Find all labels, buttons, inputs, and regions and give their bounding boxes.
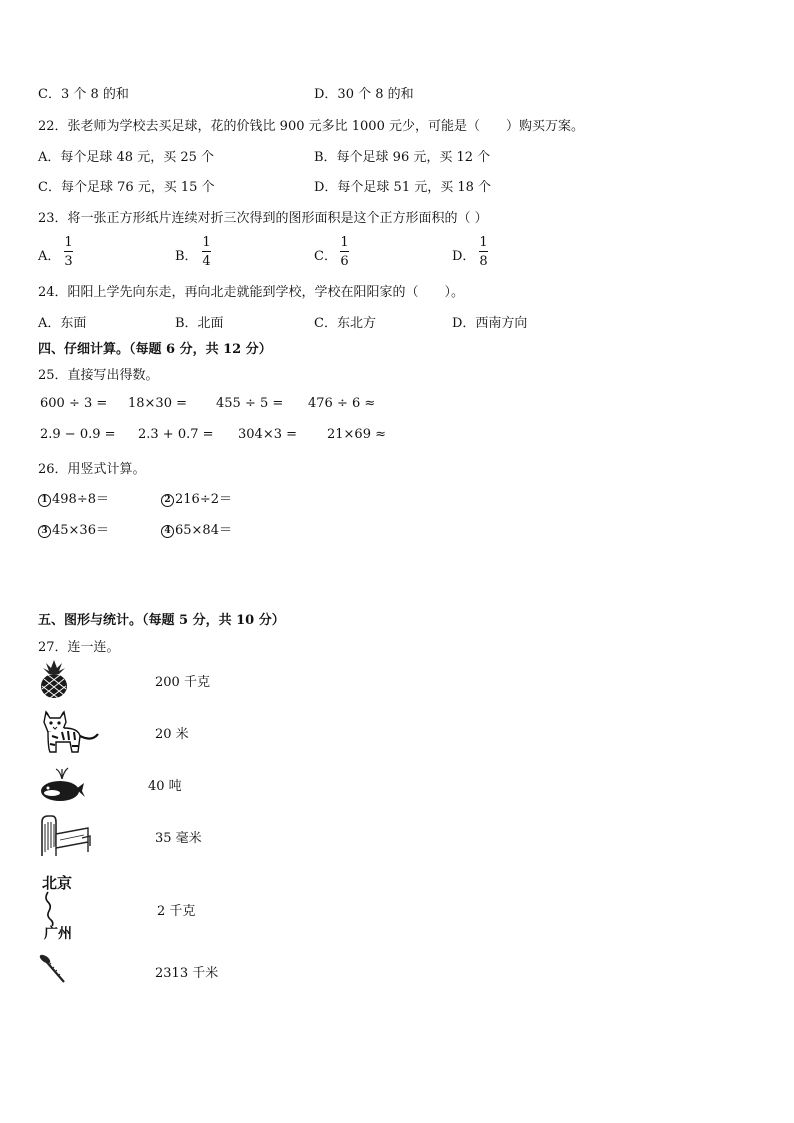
q25-expr: 18×30 = bbox=[128, 396, 188, 411]
q26-item bbox=[38, 519, 109, 538]
q27-label: 20 米 bbox=[155, 727, 189, 742]
q25-expr: 476 ÷ 6 ≈ bbox=[308, 396, 376, 411]
q25-expr: 2.9 − 0.9 = bbox=[40, 427, 116, 442]
q24-stem: 24．阳阳上学先向东走，再向北走就能到学校，学校在阳阳家的（ ）。 bbox=[38, 285, 465, 300]
circled-number: 1 bbox=[38, 494, 51, 507]
fraction-numerator: 1 bbox=[202, 235, 211, 250]
section-4-title: 四、仔细计算。（每题 6 分，共 12 分） bbox=[38, 342, 272, 357]
q26-expression: 216÷2＝ bbox=[175, 492, 232, 507]
fraction-numerator: 1 bbox=[340, 235, 349, 250]
q23-option-c-fraction bbox=[340, 236, 349, 268]
q26-expression: 45×36＝ bbox=[52, 523, 109, 538]
q27-label: 200 千克 bbox=[155, 675, 210, 690]
q22-option-b: B．每个足球 96 元，买 12 个 bbox=[314, 150, 491, 165]
circled-number: 2 bbox=[161, 494, 174, 507]
q26-item bbox=[161, 519, 232, 538]
circled-number: 4 bbox=[161, 525, 174, 538]
q25-expr: 21×69 ≈ bbox=[327, 427, 387, 442]
q24-option-d: D．西南方向 bbox=[452, 316, 528, 331]
whale-icon bbox=[38, 765, 86, 803]
tiger-icon bbox=[38, 708, 102, 754]
q24-option-c: C．东北方 bbox=[314, 316, 376, 331]
q26-item bbox=[38, 488, 109, 507]
q22-option-d: D．每个足球 51 元，买 18 个 bbox=[314, 180, 492, 195]
q25-expr: 304×3 = bbox=[238, 427, 298, 442]
q22-stem: 22．张老师为学校去买足球，花的价钱比 900 元多比 1000 元少，可能是（ ）购买万案。 bbox=[38, 119, 584, 134]
q23-option-b-label: B． bbox=[175, 249, 198, 264]
q23-option-a-label: A． bbox=[38, 249, 61, 264]
q23-stem: 23．将一张正方形纸片连续对折三次得到的图形面积是这个正方形面积的（ ） bbox=[38, 211, 488, 226]
map-city-bottom: 广州 bbox=[44, 926, 72, 942]
q25-expr: 455 ÷ 5 = bbox=[216, 396, 284, 411]
q26-stem: 26．用竖式计算。 bbox=[38, 462, 146, 477]
fraction-denominator: 8 bbox=[479, 254, 488, 269]
section-5-title: 五、图形与统计。（每题 5 分，共 10 分） bbox=[38, 613, 285, 628]
q23-option-d-label: D． bbox=[452, 249, 476, 264]
fraction-numerator: 1 bbox=[479, 235, 488, 250]
q27-label: 2313 千米 bbox=[155, 966, 219, 981]
q25-expr: 2.3 + 0.7 = bbox=[138, 427, 214, 442]
fraction-denominator: 6 bbox=[340, 254, 349, 269]
q27-stem: 27．连一连。 bbox=[38, 640, 120, 655]
q24-option-b: B．北面 bbox=[175, 316, 224, 331]
q22-option-c: C．每个足球 76 元，买 15 个 bbox=[38, 180, 215, 195]
screw-icon bbox=[38, 953, 68, 985]
q26-item bbox=[161, 488, 232, 507]
q26-expression: 498÷8＝ bbox=[52, 492, 109, 507]
q21-option-d: D．30 个 8 的和 bbox=[314, 87, 414, 102]
q26-expression: 65×84＝ bbox=[175, 523, 232, 538]
q21-option-c: C．3 个 8 的和 bbox=[38, 87, 129, 102]
bed-icon bbox=[38, 812, 94, 858]
q25-expr: 600 ÷ 3 = bbox=[40, 396, 108, 411]
q27-label: 2 千克 bbox=[157, 904, 196, 919]
q23-option-b-fraction bbox=[202, 236, 211, 268]
route-line-icon bbox=[40, 890, 80, 926]
q24-option-a: A．东面 bbox=[38, 316, 87, 331]
circled-number: 3 bbox=[38, 525, 51, 538]
q23-option-a-fraction bbox=[64, 236, 73, 268]
fraction-numerator: 1 bbox=[64, 235, 73, 250]
q25-stem: 25．直接写出得数。 bbox=[38, 368, 159, 383]
q23-option-c-label: C． bbox=[314, 249, 337, 264]
q23-option-d-fraction bbox=[479, 236, 488, 268]
fraction-denominator: 3 bbox=[64, 254, 73, 269]
q22-option-a: A．每个足球 48 元，买 25 个 bbox=[38, 150, 215, 165]
map-city-top: 北京 bbox=[42, 874, 73, 892]
fraction-denominator: 4 bbox=[202, 254, 211, 269]
q27-label: 35 毫米 bbox=[155, 831, 202, 846]
q27-label: 40 吨 bbox=[148, 779, 182, 794]
pineapple-icon bbox=[36, 659, 72, 699]
